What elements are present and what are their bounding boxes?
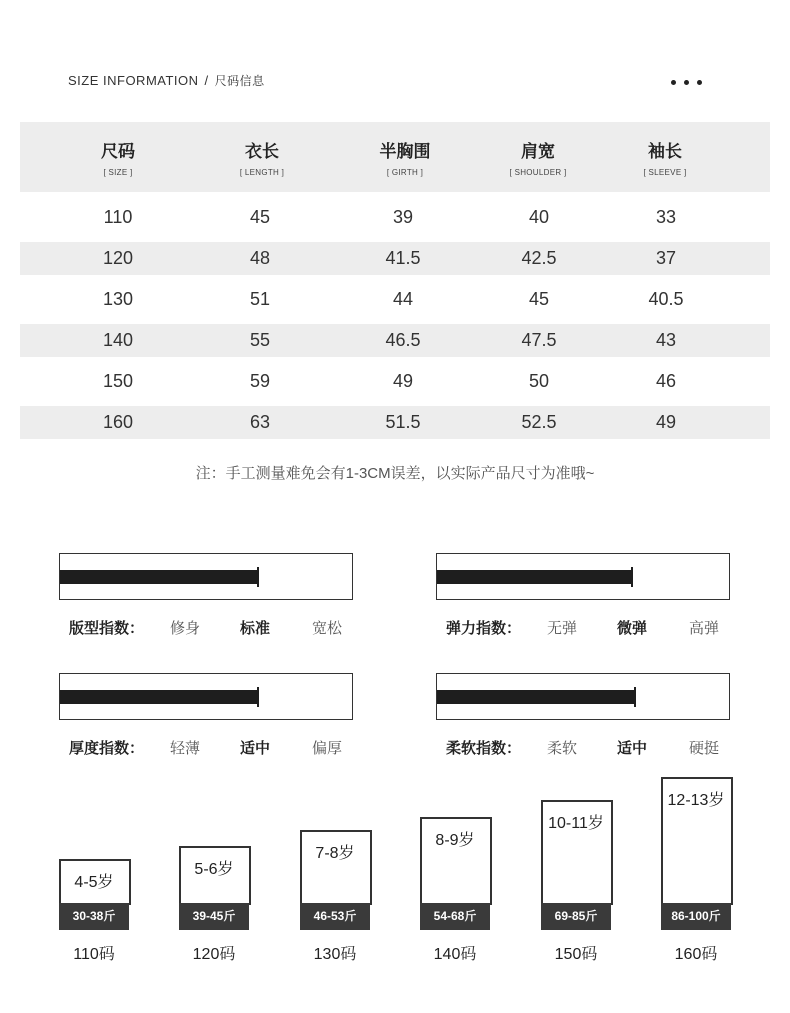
column-header-sleeve [643, 122, 686, 192]
index-option-selected: 微弹 [617, 620, 648, 637]
table-cell: 150 [102, 371, 134, 391]
dot-icon [671, 80, 676, 85]
table-cell: 120 [102, 248, 134, 268]
size-label: 150码 [554, 946, 598, 963]
index-bar-tick [634, 687, 636, 707]
table-cell: 48 [249, 248, 271, 268]
index-option: 硬挺 [689, 740, 720, 757]
column-header-cn: 衣长 [245, 142, 279, 161]
index-title: 版型指数： [69, 620, 145, 637]
index-option: 宽松 [312, 620, 343, 637]
weight-band: 46-53斤 [300, 903, 370, 930]
index-bar-fill [60, 690, 259, 704]
index-bar [59, 553, 353, 600]
index-bar-tick [631, 567, 633, 587]
dot-icon [697, 80, 702, 85]
weight-band: 30-38斤 [59, 903, 129, 930]
column-header-girth [380, 122, 431, 192]
size-label: 160码 [674, 946, 718, 963]
table-cell: 59 [249, 371, 271, 391]
table-row [20, 324, 770, 357]
table-row [20, 406, 770, 439]
column-header-cn: 半胸围 [379, 142, 431, 161]
age-label: 10-11岁 [548, 815, 604, 832]
index-option: 偏厚 [312, 740, 343, 757]
table-cell: 40.5 [648, 289, 684, 309]
index-bar-fill [437, 690, 636, 704]
table-header [20, 122, 770, 192]
column-header-en: [ SIZE ] [103, 168, 133, 177]
table-cell: 37 [655, 248, 677, 268]
index-bar-fill [60, 570, 259, 584]
index-title: 厚度指数： [69, 740, 145, 757]
index-bar-tick [257, 567, 259, 587]
table-cell: 49 [655, 412, 677, 432]
table-cell: 55 [249, 330, 271, 350]
index-bar-tick [257, 687, 259, 707]
index-elasticity [436, 553, 730, 637]
age-label: 4-5岁 [74, 874, 114, 891]
header-title-en: SIZE INFORMATION [68, 73, 199, 88]
column-header-en: [ SLEEVE ] [643, 168, 687, 177]
column-header-en: [ SHOULDER ] [509, 168, 567, 177]
size-label: 130码 [313, 946, 357, 963]
column-header-cn: 肩宽 [520, 142, 555, 161]
table-row [20, 242, 770, 275]
weight-band: 54-68斤 [420, 903, 490, 930]
table-cell: 45 [528, 289, 550, 309]
age-label: 5-6岁 [194, 861, 234, 878]
index-option-selected: 适中 [617, 740, 648, 757]
table-cell: 41.5 [385, 248, 421, 268]
table-cell: 39 [392, 207, 414, 227]
column-header-length [240, 122, 284, 192]
size-label: 110码 [73, 946, 115, 963]
table-cell: 140 [102, 330, 134, 350]
header-separator: / [204, 73, 209, 88]
index-option: 无弹 [547, 620, 578, 637]
index-bar [436, 673, 730, 720]
index-title: 柔软指数： [446, 740, 522, 757]
table-cell: 43 [655, 330, 677, 350]
size-table [20, 122, 770, 432]
column-header-shoulder [510, 122, 567, 192]
table-cell: 40 [528, 207, 550, 227]
table-cell: 51.5 [385, 412, 421, 432]
weight-band: 39-45斤 [179, 903, 249, 930]
index-softness [436, 673, 730, 757]
table-cell: 51 [249, 289, 271, 309]
table-row [20, 201, 770, 234]
measurement-note: 注：手工测量难免会有1-3CM误差，以实际产品尺寸为准哦~ [195, 465, 595, 482]
index-title: 弹力指数： [446, 620, 522, 637]
table-cell: 49 [392, 371, 414, 391]
table-cell: 52.5 [521, 412, 557, 432]
table-cell: 45 [249, 207, 271, 227]
column-header-cn: 袖长 [648, 142, 682, 161]
index-bar-fill [437, 570, 633, 584]
age-label: 8-9岁 [435, 832, 475, 849]
column-header-size [101, 122, 135, 192]
table-cell: 47.5 [521, 330, 557, 350]
weight-band: 69-85斤 [541, 903, 611, 930]
index-option: 柔软 [547, 740, 578, 757]
table-cell: 130 [102, 289, 134, 309]
table-body [20, 201, 770, 447]
table-cell: 46.5 [385, 330, 421, 350]
table-cell: 42.5 [521, 248, 557, 268]
age-label: 7-8岁 [315, 845, 355, 862]
table-cell: 63 [249, 412, 271, 432]
age-label: 12-13岁 [667, 792, 725, 809]
index-bar [436, 553, 730, 600]
size-label: 140码 [433, 946, 477, 963]
table-cell: 110 [103, 207, 133, 227]
column-header-en: [ LENGTH ] [239, 168, 285, 177]
index-labels [59, 737, 353, 757]
index-option: 高弹 [689, 620, 720, 637]
index-option-selected: 标准 [240, 620, 271, 637]
index-option: 轻薄 [170, 740, 201, 757]
column-header-cn: 尺码 [101, 142, 135, 161]
header-title-cn: 尺码信息 [214, 74, 265, 88]
index-option: 修身 [170, 620, 201, 637]
index-labels [436, 617, 730, 637]
index-bar [59, 673, 353, 720]
index-option-selected: 适中 [240, 740, 271, 757]
index-labels [436, 737, 730, 757]
weight-band: 86-100斤 [661, 903, 731, 930]
index-thickness [59, 673, 353, 757]
table-cell: 33 [655, 207, 677, 227]
table-cell: 44 [392, 289, 414, 309]
page-header [68, 72, 265, 89]
dot-icon [684, 80, 689, 85]
column-header-en: [ GIRTH ] [386, 168, 424, 177]
index-fit [59, 553, 353, 637]
table-row [20, 283, 770, 316]
table-cell: 160 [102, 412, 134, 432]
size-label: 120码 [192, 946, 236, 963]
index-labels [59, 617, 353, 637]
table-cell: 46 [655, 371, 677, 391]
table-row [20, 365, 770, 398]
more-dots-icon [671, 80, 702, 85]
table-cell: 50 [528, 371, 550, 391]
